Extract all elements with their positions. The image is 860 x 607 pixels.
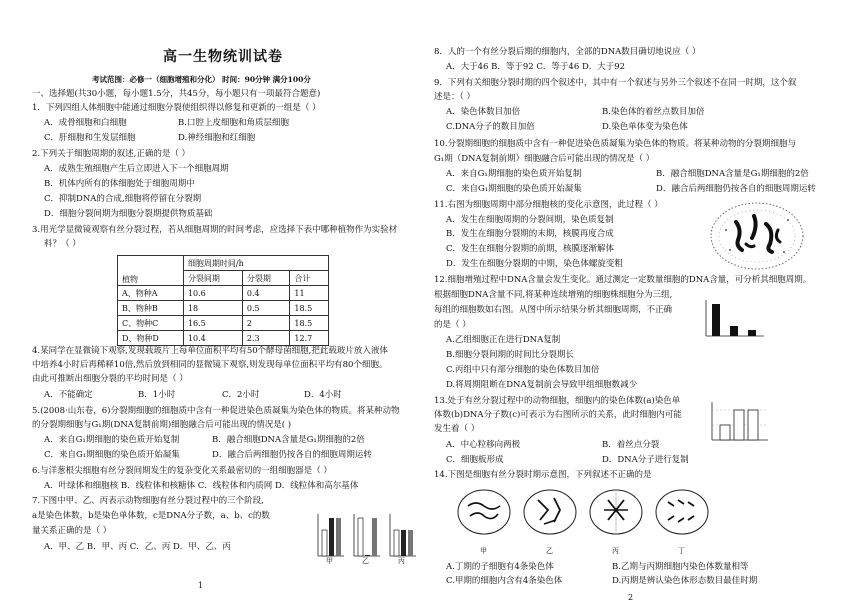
q14-label-yi: 乙	[546, 547, 553, 555]
q13-option-a: A．中心粒移向两极	[446, 440, 521, 450]
table-row	[118, 316, 329, 331]
q12-line1: 12.细胞增殖过程中DNA含量会发生变化。通过测定一定数量细胞的DNA含量，可分析其细胞周期。	[434, 275, 812, 285]
page-number-left: 1	[198, 581, 204, 590]
q9-option-d: D.染色单体变为染色体	[602, 122, 688, 132]
q13-line3: 发生着（ ）	[434, 424, 480, 434]
q9-option-a: A．染色体数目加倍	[446, 107, 521, 117]
exam-subtitle: 考试范围：必修一（细胞增殖和分化） 时间：90分钟 满分100分	[92, 75, 311, 84]
q2-option-b: B．机体内所有的体细胞处于细胞周期中	[44, 179, 195, 189]
q11-option-c: C．发生在细胞分裂期的前期，核膜逐渐解体	[446, 244, 615, 254]
table-cell: 18	[183, 301, 242, 316]
q4-line1: 4.某同学在显微镜下观察,发现载玻片上每单位面积平均有50个酵母菌细胞,把此载玻片放入液体	[32, 346, 388, 356]
table-header-plant: 植物	[118, 256, 184, 286]
q14-option-c: C.甲期的细胞内含有4条染色体	[446, 576, 563, 586]
q3-stem-line1: 3.用光学显微镜观察有丝分裂过程，若从细胞周期的时间考虑，应选择下表中哪种植物作为实验材	[32, 225, 398, 235]
table-cell: 0.4	[242, 286, 289, 301]
q7-label-jia: 甲	[326, 557, 333, 565]
q12-bar-yi	[730, 326, 738, 336]
q12-bar-bing	[748, 330, 756, 336]
table-cell: 16.5	[183, 316, 242, 331]
q5-option-d: D．融合后两细胞仍按各自的细胞周期运转	[212, 450, 372, 460]
q2-stem: 2.下列关于细胞周期的叙述,正确的是（ ）	[32, 149, 191, 159]
q12-line3: 每组的细胞数如右图。从图中所示结果分析其细胞周期，不正确	[434, 305, 673, 315]
q2-option-d: D．细胞分裂间期为细胞分裂期提供物质基础	[44, 209, 213, 219]
exam-title: 高一生物统训试卷	[163, 49, 283, 65]
q12-option-c: C.丙组中只有部分细胞的染色体数目加倍	[446, 365, 600, 375]
q14-label-bing: 丙	[612, 547, 619, 555]
q14-option-d: D.丙期是辨认染色体形态数目最佳时期	[612, 576, 758, 586]
q14-cell-ding	[656, 490, 708, 534]
table-cell: 0.5	[242, 301, 289, 316]
q7-options: A．甲、乙 B．甲、丙 C．乙、丙 D．甲、乙、丙	[44, 542, 231, 552]
table-cell: 10.4	[183, 331, 242, 346]
q1-option-b: B.口腔上皮细胞和角质层细胞	[178, 118, 289, 128]
q13-option-b: B．着丝点分裂	[602, 440, 660, 450]
q5-option-c: C．来自G₁期细胞的染色质开始凝集	[44, 450, 180, 460]
cell-cycle-table	[117, 255, 329, 346]
table-row	[118, 331, 329, 346]
q4-line2: 中培养4小时后再稀释10倍,然后放到相同的显微镜下观察,则发现每单位面积平均有80个细胞。	[32, 360, 388, 370]
q7-line3: 量关系正确的是（ ）	[32, 526, 112, 536]
q11-nucleus-figure	[708, 200, 806, 272]
q10-option-a: A．来自G₁期细胞的染色质开始复制	[446, 169, 582, 179]
q12-line4: 的是（ ）	[434, 320, 471, 330]
q10-option-b: B．融合细胞DNA含量是G₁期细胞的2倍	[656, 169, 809, 179]
q12-line2: 根据细胞DNA含量不同,将某种连续增殖的细胞株细胞分为三组,	[434, 290, 673, 300]
table-row	[118, 301, 329, 316]
table-cell: C、物种C	[118, 316, 184, 331]
q3-stem-line2: 料？（ ）	[44, 239, 81, 249]
q14-cell-bing	[590, 490, 642, 534]
q14-cell-jia	[458, 490, 510, 534]
table-header-mitosis: 分裂期	[242, 271, 289, 286]
q4-option-a: A．不能确定	[44, 390, 93, 400]
page-right	[430, 0, 860, 607]
q12-option-d: D.将周期阻断在DNA复制前会导致甲组细胞数减少	[446, 380, 638, 390]
q12-bar-figure	[698, 296, 768, 346]
q7-label-bing: 丙	[398, 557, 405, 565]
q4-option-d: D．4小时	[304, 390, 342, 400]
section-heading: 一、选择题(共30小题，每小题1.5分，共45分，每小题只有一项最符合题意)	[32, 89, 321, 99]
q9-line1: 9．下列有关细胞分裂时期的四个叙述中，其中有一个叙述与另外三个叙述不在同一时期，这个叙	[434, 78, 797, 88]
q1-option-d: D.神经细胞和红细胞	[178, 133, 256, 143]
table-cell: 18.5	[290, 301, 329, 316]
q5-option-a: A．来自G₁期细胞的染色质开始复制	[44, 435, 180, 445]
q11-option-d: D．发生在细胞分裂期的中期，染色体螺旋变粗	[446, 259, 623, 269]
q6-stem: 6.与洋葱根尖细胞有丝分裂间期发生的复杂变化关系最密切的一组细胞器是（ ）	[32, 466, 332, 476]
q10-line2: G₁期（DNA复制前期）细胞融合后可能出现的情况是（ ）	[434, 154, 655, 164]
q14-label-ding: 丁	[678, 547, 685, 555]
q11-stem: 11.右图为细胞周期中部分细胞核的变化示意图，此过程（ ）	[434, 200, 663, 210]
q2-option-c: C．抑制DNA的合成,细胞将停留在分裂期	[44, 194, 202, 204]
q11-option-b: B．发生在细胞分裂期的末期，核膜再度合成	[446, 229, 614, 239]
q12-option-a: A.乙组细胞正在进行DNA复制	[446, 335, 561, 345]
q8-options: A．大于46 B．等于92 C．等于46 D．大于92	[446, 62, 626, 72]
q1-option-a: A．成骨细胞和白细胞	[44, 118, 127, 128]
table-group-header: 细胞周期时间/h	[183, 256, 328, 271]
q14-option-b: B.乙期与丙期细胞内染色体数量相等	[612, 562, 749, 572]
table-cell: 18.5	[290, 316, 329, 331]
q11-option-a: A．发生在细胞周期的分裂间期，染色质复制	[446, 215, 614, 225]
table-cell: A、物种A	[118, 286, 184, 301]
q10-option-d: D．融合后两细胞仍按各自的细胞周期运转	[656, 184, 816, 194]
q14-cell-yi	[524, 490, 576, 534]
q13-line2: 体数(b)DNA分子数(c)可表示为右图所示的关系，此时细胞内可能	[434, 410, 682, 420]
table-cell: 11	[290, 286, 329, 301]
q9-option-b: B.染色体的着丝点数目加倍	[602, 107, 705, 117]
q5-line1: 5.(2008·山东卷，6)分裂期细胞的细胞质中含有一种促进染色质凝集为染色体的物质。将某种动物	[32, 406, 400, 416]
q13-option-d: D．DNA分子进行复制	[602, 455, 689, 465]
table-cell: 2.3	[242, 331, 289, 346]
q12-bar-jia	[712, 304, 720, 336]
q6-options: A．叶绿体和细胞核 B．线粒体和核糖体 C．线粒体和内质网 D．线粒体和高尔基体	[44, 481, 359, 491]
q7-chart-bing	[390, 514, 416, 556]
q5-option-b: B．融合细胞DNA含量是G₁期细胞的2倍	[212, 435, 365, 445]
q7-line1: 7.下图中甲、乙、丙表示动物细胞有丝分裂过程中的三个阶段,	[32, 496, 264, 506]
q1-option-c: C．肝细胞和生发层细胞	[44, 133, 136, 143]
q14-option-a: A.丁期的子细胞有4条染色体	[446, 562, 554, 572]
table-row	[118, 286, 329, 301]
q1-stem: 1．下列四组人体细胞中能通过细胞分裂使组织得以修复和更新的一组是（ ）	[32, 103, 321, 113]
table-header-total: 合计	[290, 271, 329, 286]
q13-bar-figure	[706, 398, 772, 448]
q7-chart-yi	[354, 514, 380, 556]
table-cell: 10.6	[183, 286, 242, 301]
q14-stem: 14.下图是细胞有丝分裂时期示意图，下列叙述不正确的是	[434, 470, 652, 480]
q7-chart-jia	[318, 514, 344, 556]
q13-line1: 13.处于有丝分裂过程中的动物细胞，细胞内的染色体数(a)染色单	[434, 396, 681, 406]
q5-line2: 的分裂期细胞与G₁期(DNA复制前期)细胞融合后可能出现的情况是( )	[32, 420, 292, 430]
table-cell: 12.7	[290, 331, 329, 346]
q9-line2: 述是：（ ）	[434, 92, 475, 102]
q4-option-b: B．1小时	[138, 390, 176, 400]
q10-line1: 10.分裂期细胞的细胞质中含有一种促进染色质凝集为染色体的物质。将某种动物的分裂期细胞与	[434, 139, 797, 149]
q4-option-c: C．2小时	[222, 390, 260, 400]
q12-option-b: B.细胞分裂间期的时间比分裂期长	[446, 350, 574, 360]
table-cell: 2	[242, 316, 289, 331]
q8-stem: 8．人的一个有丝分裂后期的细胞内，全部的DNA数目确切地说应（ ）	[434, 47, 701, 57]
table-cell: D、物种D	[118, 331, 184, 346]
table-cell: B、物种B	[118, 301, 184, 316]
q10-option-c: C．来自G₁期细胞的染色质开始凝集	[446, 184, 582, 194]
table-header-interphase: 分裂间期	[183, 271, 242, 286]
q2-option-a: A．成熟生殖细胞产生后立即进入下一个细胞周期	[44, 164, 229, 174]
q9-option-c: C.DNA分子的数目加倍	[446, 122, 535, 132]
q14-cells-figure	[454, 484, 710, 546]
page-number-right: 2	[628, 593, 634, 602]
q14-label-jia: 甲	[480, 547, 487, 555]
q7-line2: a是染色体数，b是染色单体数，c是DNA分子数，a、b、c的数	[32, 511, 270, 521]
q4-line3: 由此可推断出细胞分裂的平均时间是（ ）	[32, 374, 188, 384]
q13-option-c: C．细胞板形成	[446, 455, 504, 465]
q7-label-yi: 乙	[362, 557, 369, 565]
